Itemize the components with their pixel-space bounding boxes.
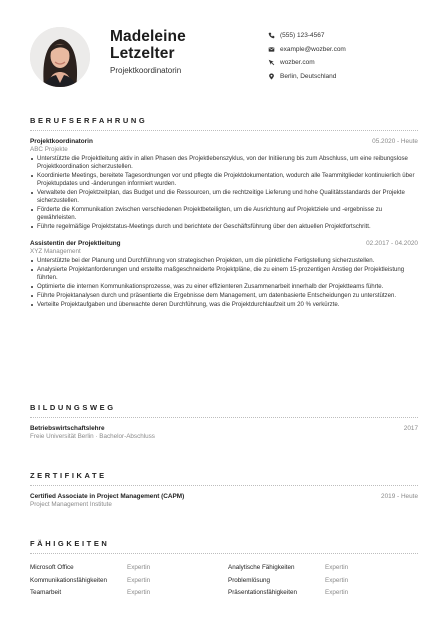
last-name: Letzelter	[110, 45, 175, 62]
phone-text: (555) 123-4567	[280, 32, 325, 40]
experience-section	[30, 116, 418, 310]
profile-photo	[30, 27, 90, 87]
education-entry	[30, 425, 418, 441]
degree-title: Betriebswirtschaftslehre	[30, 425, 105, 432]
company-name: XYZ Management	[30, 247, 81, 255]
skill-level: Expertin	[127, 589, 151, 597]
skill-name: Problemlösung	[228, 576, 271, 584]
section-title: BILDUNGSWEG	[30, 403, 418, 418]
bullet-item: Optimierte die internen Kommunikationsprozesse, was zu einer effizienteren Zusammenarbeit innerhalb der Projektteams führte.	[30, 283, 418, 291]
full-name	[110, 28, 186, 62]
section-title: BERUFSERFAHRUNG	[30, 116, 418, 131]
resume-header	[30, 26, 420, 92]
skills-section	[30, 539, 418, 600]
job-title: Assistentin der Projektleitung	[30, 239, 121, 247]
first-name: Madeleine	[110, 28, 186, 45]
education-dates: 2017	[403, 425, 418, 432]
section-title: FÄHIGKEITEN	[30, 539, 418, 554]
email-icon	[268, 45, 280, 54]
bullet-item: Förderte die Kommunikation zwischen verschiedenen Projektbeteiligten, um die Ausrichtung auf Projektziele und -ergebnisse zu gewährleisten.	[30, 206, 418, 222]
link-icon	[268, 58, 280, 67]
school-name: Freie Universität Berlin · Bachelor-Abschluss	[30, 433, 155, 440]
bullet-item: Koordinierte Meetings, bereitete Tagesordnungen vor und pflegte die Projektdokumentation, wodurch alle Teammitglieder kontinuierlich über Projektupdates und -änderungen informiert wurden.	[30, 172, 418, 188]
contact-location	[268, 70, 346, 84]
location-pin-icon	[268, 72, 280, 81]
education-section	[30, 403, 418, 441]
skill-name: Präsentationsfähigkeiten	[228, 589, 297, 597]
bullet-item: Verteilte Projektaufgaben und überwachte deren Durchführung, was die Projektdurchlaufzeit um 20 % verkürzte.	[30, 301, 418, 309]
section-title: ZERTIFIKATE	[30, 471, 418, 486]
job-bullets	[30, 155, 418, 231]
skills-grid	[30, 562, 418, 600]
bullet-item: Führte Projektanalysen durch und präsentierte die Ergebnisse dem Management, um datenbasierte Entscheidungen zu unterstützen.	[30, 292, 418, 300]
phone-icon	[268, 31, 280, 40]
certificates-section	[30, 471, 418, 509]
bullet-item: Führte regelmäßige Projektstatus-Meetings durch und berichtete der Geschäftsführung über den aktuellen Projektfortschritt.	[30, 223, 418, 231]
job-title: Projektkoordinatorin	[30, 138, 93, 145]
contact-phone[interactable]	[268, 29, 346, 43]
certificate-dates: 2019 - Heute	[381, 493, 418, 500]
bullet-item: Unterstützte die Projektleitung aktiv in allen Phasen des Projektlebenszyklus, von der Initiierung bis zum Abschluss, um eine reibungslose Projektkoordination sicherzustellen.	[30, 155, 418, 171]
job-title: Projektkoordinatorin	[110, 66, 182, 75]
job-bullets	[30, 257, 418, 309]
skill-name: Analytische Fähigkeiten	[228, 564, 295, 571]
job-dates: 02.2017 - 04.2020	[366, 239, 418, 247]
company-name: ABC Projekte	[30, 146, 68, 153]
job-entry	[30, 240, 418, 309]
skill-level: Expertin	[127, 564, 151, 571]
skill-level: Expertin	[127, 576, 151, 584]
website-text: wozber.com	[280, 59, 315, 67]
certificate-entry	[30, 493, 418, 509]
bullet-item: Analysierte Projektanforderungen und erstellte maßgeschneiderte Projektpläne, die zu einem 15-prozentigen Anstieg der Projektleistung führten.	[30, 266, 418, 282]
certificate-title: Certified Associate in Project Management (CAPM)	[30, 493, 185, 500]
job-entry	[30, 138, 418, 231]
job-dates: 05.2020 - Heute	[372, 138, 418, 145]
skill-level: Expertin	[325, 564, 349, 571]
contact-website[interactable]	[268, 56, 346, 70]
email-text: example@wozber.com	[280, 45, 346, 53]
skill-level: Expertin	[325, 576, 349, 584]
contact-list	[268, 29, 346, 83]
skill-name: Kommunikationsfähigkeiten	[30, 576, 108, 584]
skill-name: Teamarbeit	[30, 589, 62, 597]
certificate-issuer: Project Management Institute	[30, 501, 112, 508]
skill-name: Microsoft Office	[30, 564, 74, 571]
location-text: Berlin, Deutschland	[280, 72, 337, 80]
bullet-item: Unterstützte bei der Planung und Durchführung von strategischen Projekten, um die pünktliche Fertigstellung sicherzustellen.	[30, 257, 418, 265]
bullet-item: Verwaltete den Projektzeitplan, das Budget und die Ressourcen, um die rechtzeitige Lieferung und hohe Qualitätsstandards der Projekte sicherzustellen.	[30, 189, 418, 205]
skill-level: Expertin	[325, 589, 349, 597]
contact-email[interactable]	[268, 43, 346, 57]
